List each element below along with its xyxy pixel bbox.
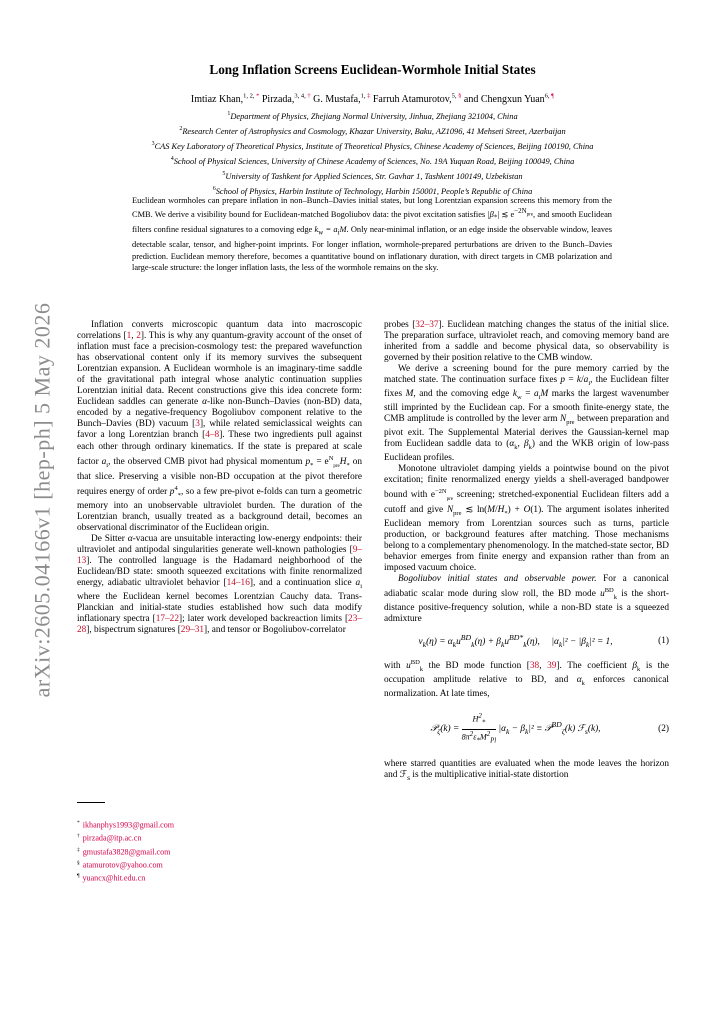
paper-title: Long Inflation Screens Euclidean-Wormhole Initial States <box>209 62 536 77</box>
right-column <box>384 320 669 783</box>
author: and Chengxun Yuan$^{6, \P}$ <box>463 93 555 106</box>
equation-number: (1) <box>658 635 669 646</box>
citation-link[interactable]: 2 <box>136 331 141 342</box>
equation-1: $v_k(\eta) = \alpha_ku^{BD}_k(\eta) + \beta_ku^{BD*}_k(\eta)$, $|\alpha_k|^2 - |\beta_k|^2 = 1$, (1) <box>418 633 669 650</box>
citation-link[interactable]: 4–8 <box>205 430 220 441</box>
paragraph: We derive a screening bound for the pure memory carried by the matched state. The continuation surface fixes $p = k/a_i$, the Euclidean filter fixes M, and the comoving edge $k_w = a_iM$ marks the largest wavenumber still imprinted by the Euclidean cap. For a smooth finite-energy state, the CMB amplitude is controlled by the lever arm $N_{pre}$ between preparation and pivot exit. The Supplemental Material derives the Gaussian-kernel map from Euclidean saddle data to ($\alpha_k$, $\beta_k$) and the WKB origin of low-pass Euclidean profiles. <box>384 364 669 463</box>
affiliation: $^4$School of Physical Sciences, University of Chinese Academy of Sciences, No. 19A Yuquan Road, Beijing 100049, China <box>170 156 575 166</box>
author-list <box>80 93 665 105</box>
author: G. Mustafa,$^{1, \ddagger}$ <box>313 93 371 106</box>
equation-number: (2) <box>658 723 669 734</box>
paragraph: where starred quantities are evaluated when the mode leaves the horizon and ℱ$_s$ is the multiplicative initial-state distortion <box>384 759 669 782</box>
citation-link[interactable]: 23–28 <box>77 613 362 635</box>
footnotes <box>77 818 174 884</box>
affiliation: $^2$Research Center of Astrophysics and Cosmology, Khazar University, Baku, AZ1096, 41 Mehseti Street, Azerbaijan <box>179 126 566 136</box>
citation-link[interactable]: 29–31 <box>180 624 205 635</box>
left-column <box>77 320 362 636</box>
affiliation: $^1$Department of Physics, Zhejiang Normal University, Jinhua, Zhejiang 321004, China <box>227 111 518 121</box>
author: Farruh Atamurotov,$^{5, \S}$ <box>372 93 462 106</box>
author: Imtiaz Khan,$^{1, 2, *}$ <box>190 93 260 106</box>
run-in-heading: Bogoliubov initial states and observable power. <box>398 574 597 585</box>
paragraph: probes [32–37]. Euclidean matching changes the status of the initial slice. The preparation surface, ultraviolet reach, and comoving memory band are inherited from a saddle and become physical data, so observability is governed by their position relative to the CMB window. <box>384 320 669 364</box>
equation-2: 𝒫$_\zeta$(k) = $\frac{H^2_*}{8\pi^2\varepsilon_*M^2_{Pl}}$ $|\alpha_k - \beta_k|^2$ ≡ 𝒫$^{BD}_\zeta$(k) ℱ$_s$(k), (2) <box>430 713 669 745</box>
citation-link[interactable]: 14–16 <box>226 577 250 588</box>
citation-link[interactable]: 38 <box>529 661 540 672</box>
arxiv-identifier-stamp <box>12 300 72 700</box>
footnote: * ikhanphys1993@gmail.com <box>77 820 175 830</box>
affiliation: $^3$CAS Key Laboratory of Theoretical Physics, Institute of Theoretical Physics, Chinese Academy of Sciences, Beijing 100190, China <box>151 141 594 151</box>
citation-link[interactable]: 1 <box>126 331 132 342</box>
paragraph: Inflation converts microscopic quantum data into macroscopic correlations [1, 2]. This is why any quantum-gravity account of the onset of inflation must face a precision-cosmology test: the prepared wavefunction has observational content only if its memory survives the subsequent Lorentzian expansion. A Euclidean wormhole is an imaginary-time saddle of the gravitational path integral whose analytic continuation supplies Lorentzian initial data. Recent constructions give this idea concrete form: Euclidean saddles can generate α-like non-Bunch–Davies (non-BD) data, encoded by a negative-frequency Bogoliubov component relative to the Bunch–Davies (BD) vacuum [3], while related semiclassical weights can favor a long Lorentzian branch [4–8]. These two ingredients pull against each other through ordinary kinematics. If the state is prepared at scale factor $a_i$, the observed CMB pivot had physical momentum $p_* = e^N_{pre}H_*$ on that slice. Preserving a visible non-BD occupation at the pivot therefore requires energy of order $p^4_*$, so a few pre-pivot e-folds can turn a geometric memory into an unobservable ultraviolet burden. The duration of the Lorentzian branch, usually treated as a background detail, becomes an observational discriminator of the Euclidean origin. <box>77 320 363 533</box>
citation-link[interactable]: 3 <box>195 419 200 430</box>
citation-link[interactable]: 39 <box>547 661 557 672</box>
footnote: ¶ yuancx@hit.edu.cn <box>77 873 146 883</box>
paragraph: Monotone ultraviolet damping yields a pointwise bound on the pivot excitation; finite renormalized energy yields a shell-averaged bandpower bound with $e^{-2N}_{pre}$ screening; stretched-exponential Euclidean filters add a cutoff and give $N_{pre}$ ≲ $\ln(M/H_*) + O(1)$. The argument isolates inherited Euclidean memory from Lorentzian sources such as turns, particle production, or background features after matching. Those mechanisms belong to a complementary phenomenology. In the matched-state sector, BD behavior emerges from finite energy and expansion rather than from an imposed vacuum choice. <box>384 464 670 574</box>
affiliation: $^6$School of Physics, Harbin Institute of Technology, Harbin 150001, People’s Republic of China <box>212 186 533 196</box>
paragraph: with $u^{BD}_k$ the BD mode function [38, 39]. The coefficient $\beta_k$ is the occupation amplitude relative to BD, and $\alpha_k$ enforces canonical normalization. At late times, <box>384 659 669 700</box>
arxiv-stamp-text: arXiv:2605.04166v1 [hep-ph] 5 May 2026 <box>29 302 54 698</box>
citation-link[interactable]: 17–22 <box>155 613 179 624</box>
paragraph: Bogoliubov initial states and observable power. For a canonical adiabatic scalar mode during slow roll, the BD mode $u^{BD}_k$ is the short-distance positive-frequency solution, while a non-BD state is a squeezed admixture <box>384 574 669 625</box>
citation-link[interactable]: 9–13 <box>77 544 362 566</box>
affiliation: $^5$University of Tashkent for Applied Sciences, Str. Gavhar 1, Tashkent 100149, Uzbekistan <box>222 171 523 181</box>
footnote: ‡ gmustafa3828@gmail.com <box>77 846 171 857</box>
abstract: Euclidean wormholes can prepare inflation in non–Bunch–Davies initial states, but long Lorentzian expansion screens this memory from the CMB. We derive a visibility bound for Euclidean-matched Bogoliubov data: the pivot excitation satisfies $|\beta_*|$ ≲ $e^{-2N_{pre}}$, and smooth Euclidean filters confine residual signatures to a comoving edge $k_w = a_iM$. Only near-minimal inflation, or an edge inside the observable window, leaves detectable scalar, tensor, and higher-point imprints. For longer inflation, wormhole-prepared perturbations are driven to the Bunch–Davies prediction. Euclidean memory therefore, becomes a quantitative bound on inflationary duration, with direct targets in CMB polarization and large-scale structure: the longer inflation lasts, the less of the wormhole remains on the sky. <box>132 196 612 273</box>
citation-link[interactable]: 32–37 <box>415 320 439 330</box>
paragraph: De Sitter α-vacua are unsuitable interacting low-energy endpoints: their ultraviolet and antipodal singularities generate well-known pathologies [9–13]. The controlled language is the Hadamard neighborhood of the Euclidean/BD state: smooth squeezed excitations with finite renormalized energy, adiabatic ultraviolet behavior [14–16], and a continuation slice $a_i$ where the Euclidean kernel becomes Lorentzian Cauchy data. Trans-Planckian and initial-state studies established how such data modify inflationary spectra [17–22]; later work developed backreaction limits [23–28], bispectrum signatures [29–31], and tensor or Bogoliubov-correlator <box>77 533 362 635</box>
footnote: § atamurotov@yahoo.com <box>77 859 163 870</box>
footnote-rule <box>77 802 105 803</box>
author: Pirzada,$^{3, 4, \dagger}$ <box>261 93 311 106</box>
footnote: † pirzada@itp.ac.cn <box>77 833 142 843</box>
affiliations <box>60 108 685 198</box>
